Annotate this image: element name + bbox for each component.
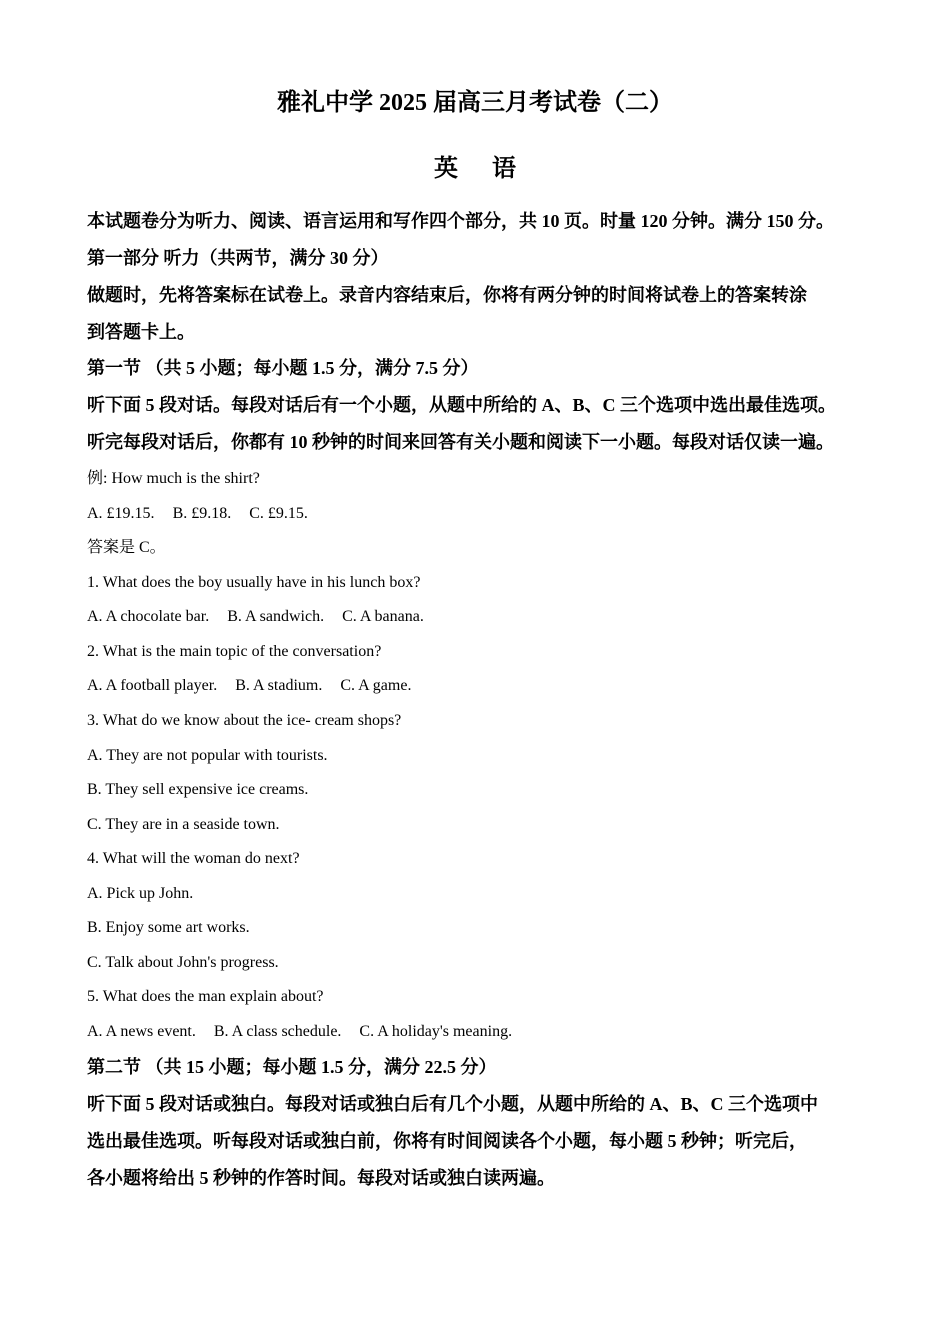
section2-instruction-line2: 选出最佳选项。听每段对话或独白前，你将有时间阅读各个小题，每小题 5 秒钟；听完后， xyxy=(87,1131,807,1151)
example-answer: 答案是 C。 xyxy=(87,539,166,556)
option: B. They sell expensive ice creams. xyxy=(87,781,309,798)
option: A. They are not popular with tourists. xyxy=(87,747,328,764)
subject-title: 英 语 xyxy=(434,156,530,182)
option: C. They are in a seaside town. xyxy=(87,816,280,833)
option: B. A stadium. xyxy=(235,677,323,694)
example-question: 例: How much is the shirt? xyxy=(87,470,260,487)
question-4: 4. What will the woman do next? xyxy=(87,850,300,867)
option: B. A class schedule. xyxy=(213,1023,342,1040)
question-5-options xyxy=(87,1020,530,1044)
option: B. A sandwich. xyxy=(227,608,325,625)
exam-info: 本试题卷分为听力、阅读、语言运用和写作四个部分，共 10 页。时量 120 分钟。满分 150 分。 xyxy=(87,211,834,231)
question-1-options xyxy=(87,605,442,629)
option: A. A chocolate bar. xyxy=(87,608,210,625)
section1-instruction-line1: 听下面 5 段对话。每段对话后有一个小题，从题中所给的 A、B、C 三个选项中选出最佳选项。 xyxy=(87,395,836,415)
part1-instruction-line1: 做题时，先将答案标在试卷上。录音内容结束后，你将有两分钟的时间将试卷上的答案转涂 xyxy=(87,285,807,305)
option: B. £9.18. xyxy=(172,505,232,522)
option: C. A holiday's meaning. xyxy=(359,1023,513,1040)
option: C. A banana. xyxy=(342,608,424,625)
section1-instruction-line2: 听完每段对话后，你都有 10 秒钟的时间来回答有关小题和阅读下一小题。每段对话仅读一遍。 xyxy=(87,432,834,452)
question-1: 1. What does the boy usually have in his lunch box? xyxy=(87,574,421,591)
question-2-options xyxy=(87,674,429,698)
section2-instruction-line3: 各小题将给出 5 秒钟的作答时间。每段对话或独白读两遍。 xyxy=(87,1168,555,1188)
option: B. Enjoy some art works. xyxy=(87,919,250,936)
question-5: 5. What does the man explain about? xyxy=(87,988,324,1005)
section2-title: 第二节 （共 15 小题；每小题 1.5 分，满分 22.5 分） xyxy=(87,1057,497,1077)
part1-instruction-line2: 到答题卡上。 xyxy=(87,322,195,342)
question-3: 3. What do we know about the ice- cream shops? xyxy=(87,712,402,729)
option: A. Pick up John. xyxy=(87,885,194,902)
option: A. A football player. xyxy=(87,677,218,694)
option: C. £9.15. xyxy=(249,505,308,522)
page-title: 雅礼中学 2025 届高三月考试卷（二） xyxy=(277,90,673,116)
question-2: 2. What is the main topic of the conversation? xyxy=(87,643,382,660)
option: A. £19.15. xyxy=(87,505,155,522)
option: C. A game. xyxy=(340,677,412,694)
option: C. Talk about John's progress. xyxy=(87,954,279,971)
section1-title: 第一节 （共 5 小题；每小题 1.5 分，满分 7.5 分） xyxy=(87,358,479,378)
section2-instruction-line1: 听下面 5 段对话或独白。每段对话或独白后有几个小题，从题中所给的 A、B、C 三个选项中 xyxy=(87,1094,818,1114)
example-options xyxy=(87,502,326,526)
option: A. A news event. xyxy=(87,1023,196,1040)
part1-title: 第一部分 听力（共两节，满分 30 分） xyxy=(87,248,389,268)
